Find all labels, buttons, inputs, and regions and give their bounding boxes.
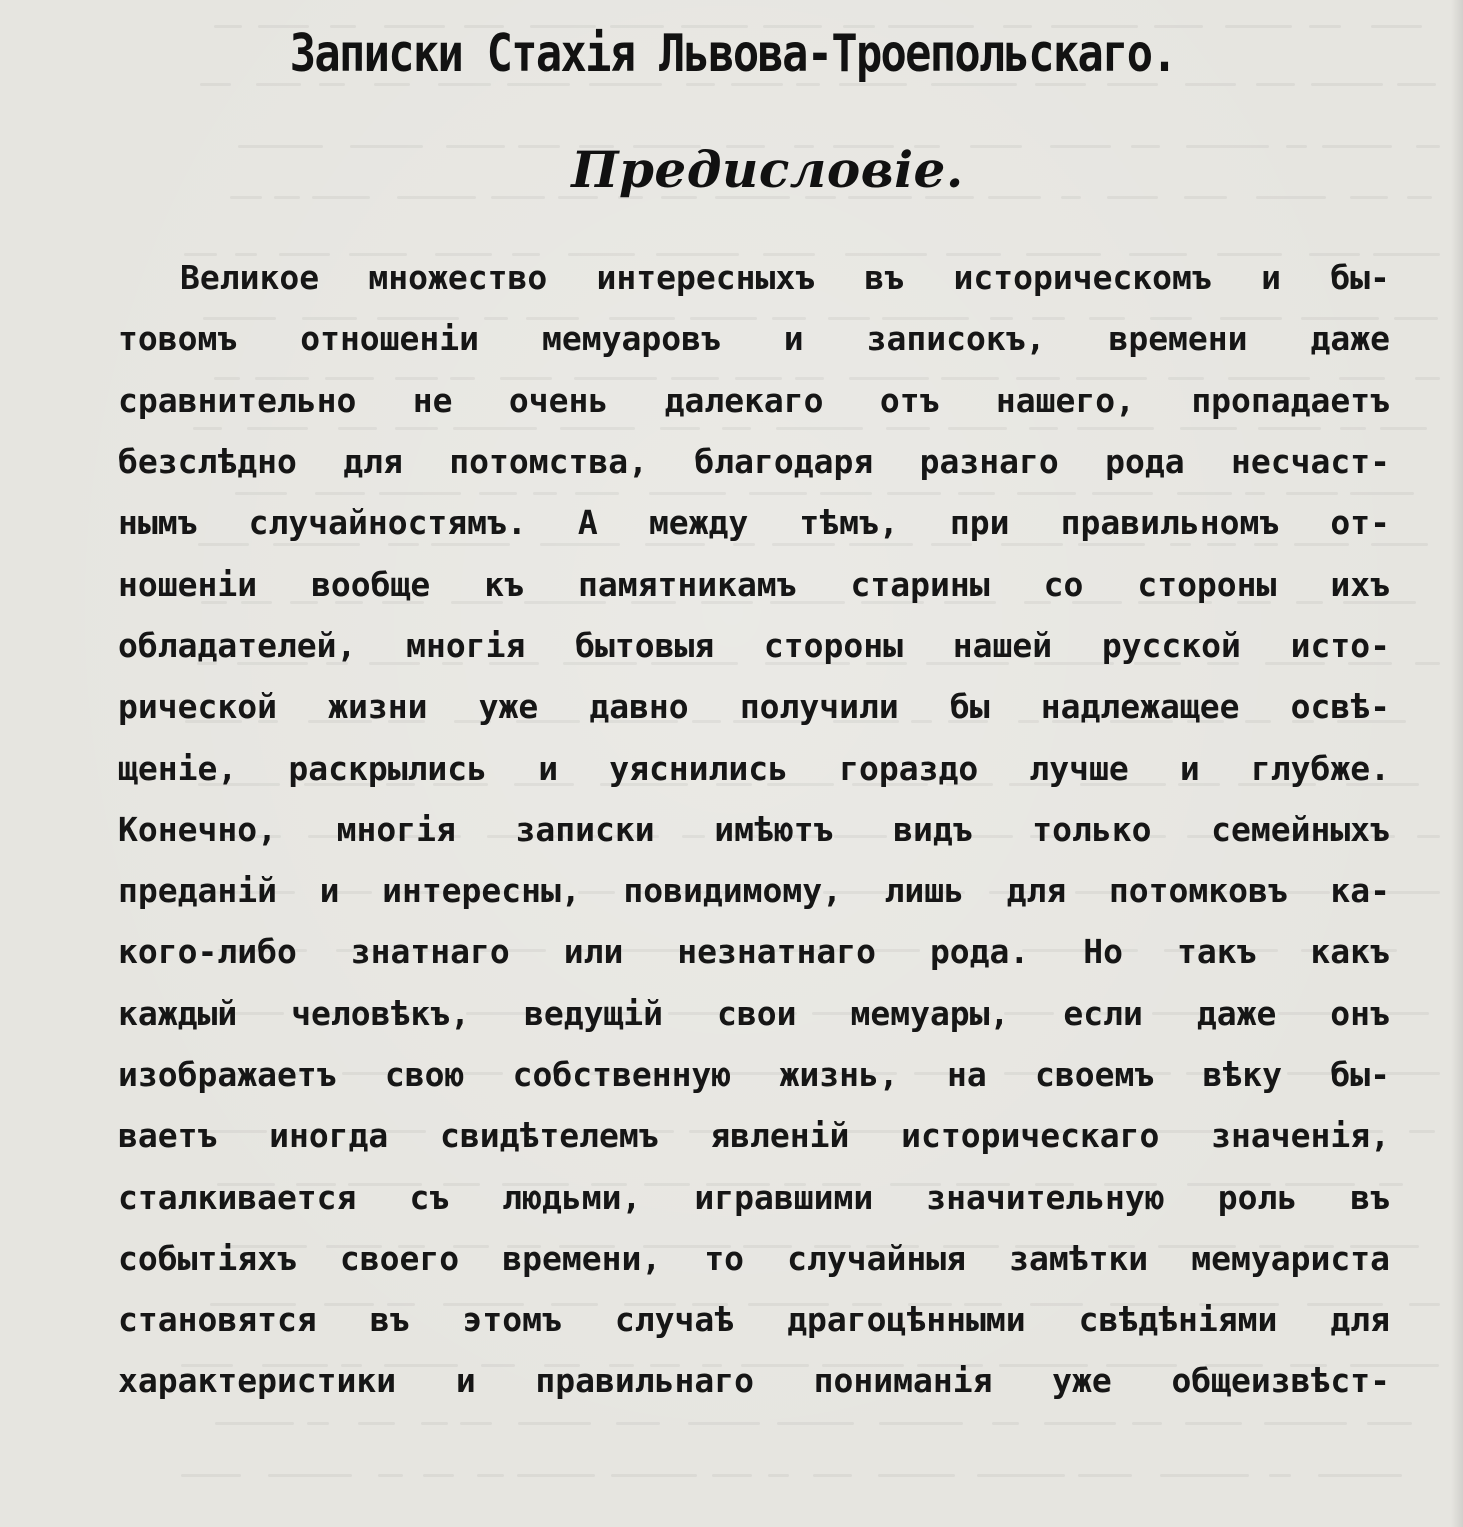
word: къ xyxy=(484,564,525,604)
word: событіяхъ xyxy=(118,1238,297,1278)
word: потомковъ xyxy=(1108,871,1288,911)
word: рической xyxy=(118,687,277,727)
text-line xyxy=(118,370,1390,431)
word: свою xyxy=(384,1055,465,1094)
word: онъ xyxy=(1330,993,1390,1033)
text-line xyxy=(118,1350,1390,1411)
word: какъ xyxy=(1310,932,1390,972)
word: ведущій xyxy=(523,993,664,1033)
word: освѣ- xyxy=(1290,687,1390,727)
word: бытовыя xyxy=(575,625,715,665)
word: свѣдѣніями xyxy=(1078,1300,1278,1340)
word: Великое xyxy=(180,258,320,298)
word: отношеніи xyxy=(300,319,480,359)
text-line xyxy=(118,1228,1390,1289)
word: со xyxy=(1043,564,1084,604)
word: и xyxy=(1261,258,1281,298)
word: щеніе, xyxy=(118,748,238,788)
word: обладателей, xyxy=(118,625,357,665)
word: от- xyxy=(1330,503,1390,543)
word: раскрылись xyxy=(288,748,488,788)
word: лишь xyxy=(884,871,965,911)
word: свои xyxy=(717,993,797,1033)
word: этомъ xyxy=(462,1300,562,1340)
word: разнаго xyxy=(919,442,1059,482)
word: А xyxy=(577,503,598,543)
word: несчаст- xyxy=(1231,442,1390,482)
text-line xyxy=(118,553,1390,614)
text-line xyxy=(118,921,1390,982)
word: или xyxy=(563,932,624,972)
section-heading: Предисловіе. xyxy=(571,140,964,199)
word: случайностямъ. xyxy=(248,503,527,543)
page-edge-shadow xyxy=(1451,0,1463,1527)
word: сталкивается xyxy=(118,1177,357,1217)
text-line xyxy=(118,1044,1390,1105)
word: въ xyxy=(369,1300,410,1340)
word: многія xyxy=(336,809,456,849)
word: времени, xyxy=(502,1238,662,1278)
word: множество xyxy=(368,258,548,298)
word: старины xyxy=(850,564,990,604)
word: то xyxy=(704,1238,745,1278)
word: между xyxy=(648,503,749,543)
text-line xyxy=(118,737,1390,798)
word: не xyxy=(412,380,453,420)
word: при xyxy=(949,503,1010,543)
word: пониманія xyxy=(813,1361,993,1401)
word: интересны, xyxy=(382,871,581,911)
word: сравнительно xyxy=(118,380,357,420)
word: знатнаго xyxy=(350,932,510,972)
word: иногда xyxy=(269,1116,389,1156)
word: людьми, xyxy=(502,1177,642,1217)
word: рода. xyxy=(929,932,1030,972)
word: уже xyxy=(1052,1361,1112,1401)
word: даже xyxy=(1310,319,1390,359)
word: очень xyxy=(508,380,609,420)
word: русской xyxy=(1101,625,1241,665)
word: давно xyxy=(589,687,689,727)
word: случайныя xyxy=(787,1238,966,1278)
word: ношеніи xyxy=(118,564,258,604)
word: свидѣтелемъ xyxy=(440,1116,659,1156)
text-line xyxy=(118,676,1390,737)
word: правильномъ xyxy=(1060,503,1280,543)
word: бы- xyxy=(1330,1055,1390,1094)
text-line xyxy=(118,431,1390,492)
word: пропадаетъ xyxy=(1191,380,1390,420)
word: игравшими xyxy=(694,1177,874,1217)
word: кого-либо xyxy=(118,932,297,972)
word: надлежащее xyxy=(1040,687,1240,727)
word: въ xyxy=(864,258,905,298)
word: и xyxy=(1179,748,1200,788)
word: значительную xyxy=(926,1177,1165,1217)
word: стороны xyxy=(763,625,903,665)
word: повидимому, xyxy=(623,871,842,911)
word: только xyxy=(1032,809,1152,849)
text-line xyxy=(118,247,1390,308)
word: вообще xyxy=(311,564,431,604)
word: если xyxy=(1063,993,1143,1033)
word: видъ xyxy=(893,809,973,849)
word: далекаго xyxy=(664,380,824,420)
word: изображаетъ xyxy=(118,1055,337,1094)
text-line xyxy=(118,860,1390,921)
word: такъ xyxy=(1176,932,1257,972)
word: уже xyxy=(478,687,539,727)
word: нашего, xyxy=(995,380,1135,420)
word: товомъ xyxy=(118,319,238,359)
word: для xyxy=(1330,1300,1390,1340)
word: записки xyxy=(515,809,655,849)
word: потомства, xyxy=(449,442,648,482)
word: для xyxy=(1006,871,1067,911)
word: получили xyxy=(739,687,899,727)
text-line xyxy=(118,983,1390,1044)
word: мемуаровъ xyxy=(542,319,721,359)
word: своемъ xyxy=(1035,1055,1155,1094)
word: и xyxy=(538,748,559,788)
word: явленій xyxy=(710,1116,850,1156)
word: стороны xyxy=(1137,564,1277,604)
word: нашей xyxy=(952,625,1053,665)
word: и xyxy=(319,871,340,911)
body-paragraph xyxy=(118,247,1390,1412)
text-line xyxy=(118,1166,1390,1227)
word: и xyxy=(783,319,804,359)
word: каждый xyxy=(118,993,238,1033)
word: своего xyxy=(339,1238,460,1278)
word: собственную xyxy=(512,1055,732,1094)
word: жизни xyxy=(328,687,428,727)
word: глубже. xyxy=(1250,748,1390,788)
word: многія xyxy=(406,625,526,665)
word: безслѣдно xyxy=(118,442,297,482)
word: отъ xyxy=(879,380,940,420)
text-line xyxy=(118,1289,1390,1350)
word: записокъ, xyxy=(866,319,1046,359)
word: историческаго xyxy=(901,1116,1160,1156)
word: бы xyxy=(949,687,990,727)
word: для xyxy=(343,442,403,482)
word: преданій xyxy=(118,871,277,911)
word: мемуариста xyxy=(1191,1238,1390,1278)
word: семейныхъ xyxy=(1211,809,1390,849)
word: правильнаго xyxy=(535,1361,754,1401)
word: ка- xyxy=(1330,871,1390,911)
word: жизнь, xyxy=(779,1055,899,1094)
word: нымъ xyxy=(118,503,198,543)
word: Но xyxy=(1083,932,1123,972)
text-line xyxy=(118,615,1390,676)
word: гораздо xyxy=(839,748,979,788)
word: замѣтки xyxy=(1009,1238,1149,1278)
word: рода xyxy=(1105,442,1185,482)
word: бы- xyxy=(1330,258,1390,298)
word: Конечно, xyxy=(118,809,277,849)
word: мемуары, xyxy=(850,993,1010,1033)
word: незнатнаго xyxy=(677,932,876,972)
word: памятникамъ xyxy=(578,564,797,604)
word: интересныхъ xyxy=(596,258,816,298)
word: человѣкъ, xyxy=(291,993,470,1033)
word: и xyxy=(455,1361,476,1401)
text-line xyxy=(118,492,1390,553)
word: уяснились xyxy=(609,748,789,788)
word: благодаря xyxy=(694,442,874,482)
word: съ xyxy=(409,1177,450,1217)
word: характеристики xyxy=(118,1361,397,1401)
word: драгоцѣнными xyxy=(787,1300,1026,1340)
word: времени xyxy=(1108,319,1248,359)
word: ваетъ xyxy=(118,1116,218,1156)
word: роль xyxy=(1217,1177,1298,1217)
word: значенія, xyxy=(1211,1116,1390,1156)
word: случаѣ xyxy=(614,1300,735,1340)
word: историческомъ xyxy=(953,258,1212,298)
word: даже xyxy=(1196,993,1277,1033)
text-line xyxy=(118,308,1390,369)
text-line xyxy=(118,1105,1390,1166)
word: вѣку xyxy=(1202,1055,1283,1094)
text-line xyxy=(118,799,1390,860)
word: ихъ xyxy=(1330,564,1390,604)
word: становятся xyxy=(118,1300,317,1340)
word: исто- xyxy=(1290,625,1390,665)
page-title: Записки Стахія Львова-Троепольскаго. xyxy=(289,24,1176,84)
word: тѣмъ, xyxy=(799,503,899,543)
word: общеизвѣст- xyxy=(1171,1361,1390,1401)
word: въ xyxy=(1350,1177,1390,1217)
word: имѣютъ xyxy=(714,809,834,849)
word: лучше xyxy=(1029,748,1129,788)
word: на xyxy=(946,1055,987,1094)
